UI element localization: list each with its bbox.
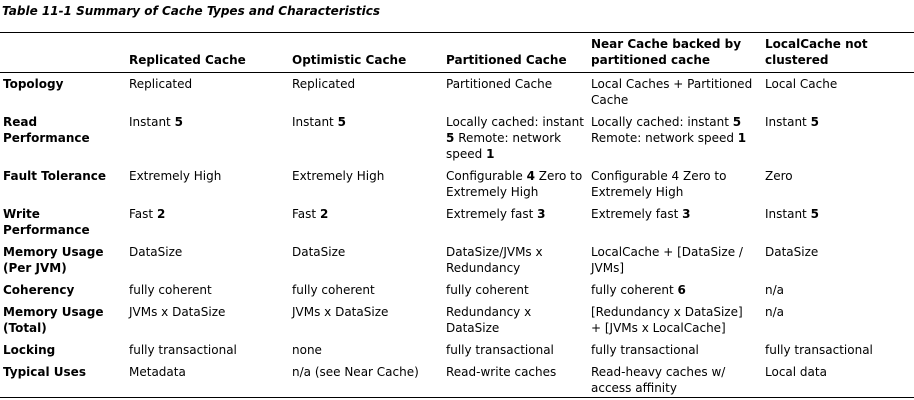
performance-rating: 5 (732, 115, 742, 129)
cell-text: Zero to Extremely High (446, 169, 583, 199)
row-label: Memory Usage (Total) (3, 305, 104, 335)
table-cell (591, 76, 756, 108)
table-cell (765, 206, 910, 222)
column-header: LocalCache not clustered (765, 37, 868, 67)
performance-rating: 6 (677, 283, 686, 297)
table-cell (129, 342, 289, 358)
table-cell (446, 206, 586, 222)
row-label: Locking (3, 343, 56, 357)
performance-rating: 4 (526, 169, 535, 183)
cell-text: fully coherent (446, 283, 529, 297)
cell-text: [Redundancy x DataSize] + [JVMs x LocalCache] (591, 305, 743, 335)
table-cell (765, 364, 910, 380)
cell-text: Locally cached: instant (591, 115, 729, 129)
table-cell (129, 114, 289, 130)
table-cell (446, 364, 586, 380)
row-label: Fault Tolerance (3, 169, 107, 183)
cell-text: Locally cached: instant (446, 115, 584, 129)
cell-text: Read-heavy caches w/ access affinity (591, 365, 726, 395)
performance-rating: 2 (319, 207, 329, 221)
cell-text: DataSize (129, 245, 183, 259)
table-cell (129, 76, 289, 92)
table-cell (446, 304, 586, 336)
table-cell (292, 76, 442, 92)
table-cell (591, 342, 756, 358)
cell-text: fully coherent (129, 283, 212, 297)
row-label: Coherency (3, 283, 75, 297)
performance-rating: 1 (737, 131, 747, 145)
table-cell (446, 76, 586, 92)
table-cell (765, 168, 910, 184)
table-cell (765, 114, 910, 130)
table-cell (765, 282, 910, 298)
table-top-rule (0, 32, 914, 33)
cell-text: Replicated (292, 77, 356, 91)
table-cell (292, 304, 442, 320)
cell-text: DataSize (765, 245, 819, 259)
row-label: Memory Usage (Per JVM) (3, 245, 104, 275)
cell-text: Configurable (446, 169, 523, 183)
row-label: Read Performance (3, 115, 90, 145)
table-bottom-rule (0, 397, 914, 398)
performance-rating: 3 (537, 207, 546, 221)
cell-text: Local Cache (765, 77, 838, 91)
cell-text: none (292, 343, 322, 357)
performance-rating: 5 (446, 131, 455, 145)
table-cell (446, 114, 586, 162)
cell-text: Instant (765, 115, 807, 129)
cell-text: Metadata (129, 365, 186, 379)
performance-rating: 3 (682, 207, 691, 221)
table-cell (591, 282, 756, 298)
cell-text: DataSize/JVMs x Redundancy (446, 245, 543, 275)
table-cell (591, 206, 756, 222)
cell-text: JVMs x DataSize (129, 305, 226, 319)
cell-text: Zero (765, 169, 793, 183)
cell-text: Configurable 4 Zero to Extremely High (591, 169, 727, 199)
table-cell (765, 304, 910, 320)
cell-text: Local data (765, 365, 827, 379)
cell-text: Extremely High (129, 169, 222, 183)
table-cell (292, 114, 442, 130)
cell-text: Fast (292, 207, 317, 221)
table-cell (129, 244, 289, 260)
cell-text: fully transactional (446, 343, 554, 357)
column-header: Replicated Cache (129, 53, 246, 67)
table-cell (591, 114, 756, 146)
cell-text: Remote: network speed (591, 131, 734, 145)
performance-rating: 5 (174, 115, 183, 129)
table-cell (129, 364, 289, 380)
cell-text: Redundancy x DataSize (446, 305, 532, 335)
row-label: Typical Uses (3, 365, 86, 379)
table-cell (129, 206, 289, 222)
table-cell (446, 342, 586, 358)
table-cell (292, 342, 442, 358)
cell-text: fully transactional (591, 343, 699, 357)
table-cell (292, 168, 442, 184)
table-cell (765, 342, 910, 358)
cell-text: Local Caches + Partitioned Cache (591, 77, 753, 107)
table-cell (446, 244, 586, 276)
table-cell (765, 244, 910, 260)
cell-text: Partitioned Cache (446, 77, 553, 91)
cell-text: Instant (292, 115, 334, 129)
performance-rating: 5 (810, 115, 819, 129)
table-cell (591, 244, 756, 276)
cell-text: Instant (129, 115, 171, 129)
table-cell (591, 304, 756, 336)
performance-rating: 1 (486, 147, 495, 161)
row-label: Write Performance (3, 207, 90, 237)
table-cell (292, 206, 442, 222)
table-cell (129, 304, 289, 320)
cell-text: Remote: network speed (446, 131, 562, 161)
cell-text: Extremely High (292, 169, 385, 183)
table-cell (292, 244, 442, 260)
cell-text: n/a (765, 305, 785, 319)
column-header: Near Cache backed by partitioned cache (591, 37, 742, 67)
cell-text: Extremely fast (446, 207, 534, 221)
table-cell (591, 364, 756, 396)
table-cell (591, 168, 756, 200)
cell-text: fully transactional (765, 343, 873, 357)
table-cell (446, 282, 586, 298)
table-cell (129, 168, 289, 184)
row-label: Topology (3, 77, 64, 91)
cell-text: LocalCache + [DataSize / JVMs] (591, 245, 743, 275)
cell-text: fully coherent (292, 283, 375, 297)
cell-text: DataSize (292, 245, 346, 259)
column-header: Optimistic Cache (292, 53, 407, 67)
table-cell (292, 364, 442, 380)
cell-text: JVMs x DataSize (292, 305, 389, 319)
cell-text: Extremely fast (591, 207, 679, 221)
cell-text: n/a (see Near Cache) (292, 365, 419, 379)
performance-rating: 2 (156, 207, 166, 221)
table-cell (129, 282, 289, 298)
cell-text: n/a (765, 283, 785, 297)
table-cell (446, 168, 586, 200)
performance-rating: 5 (810, 207, 819, 221)
table-cell (292, 282, 442, 298)
table-header-rule (0, 72, 914, 73)
performance-rating: 5 (337, 115, 346, 129)
column-header: Partitioned Cache (446, 53, 567, 67)
cell-text: Replicated (129, 77, 193, 91)
cell-text: Fast (129, 207, 154, 221)
table-caption: Table 11-1 Summary of Cache Types and Characteristics (2, 4, 381, 18)
cell-text: Read-write caches (446, 365, 557, 379)
cell-text: Instant (765, 207, 807, 221)
cell-text: fully coherent (591, 283, 674, 297)
cell-text: fully transactional (129, 343, 237, 357)
table-cell (765, 76, 910, 92)
